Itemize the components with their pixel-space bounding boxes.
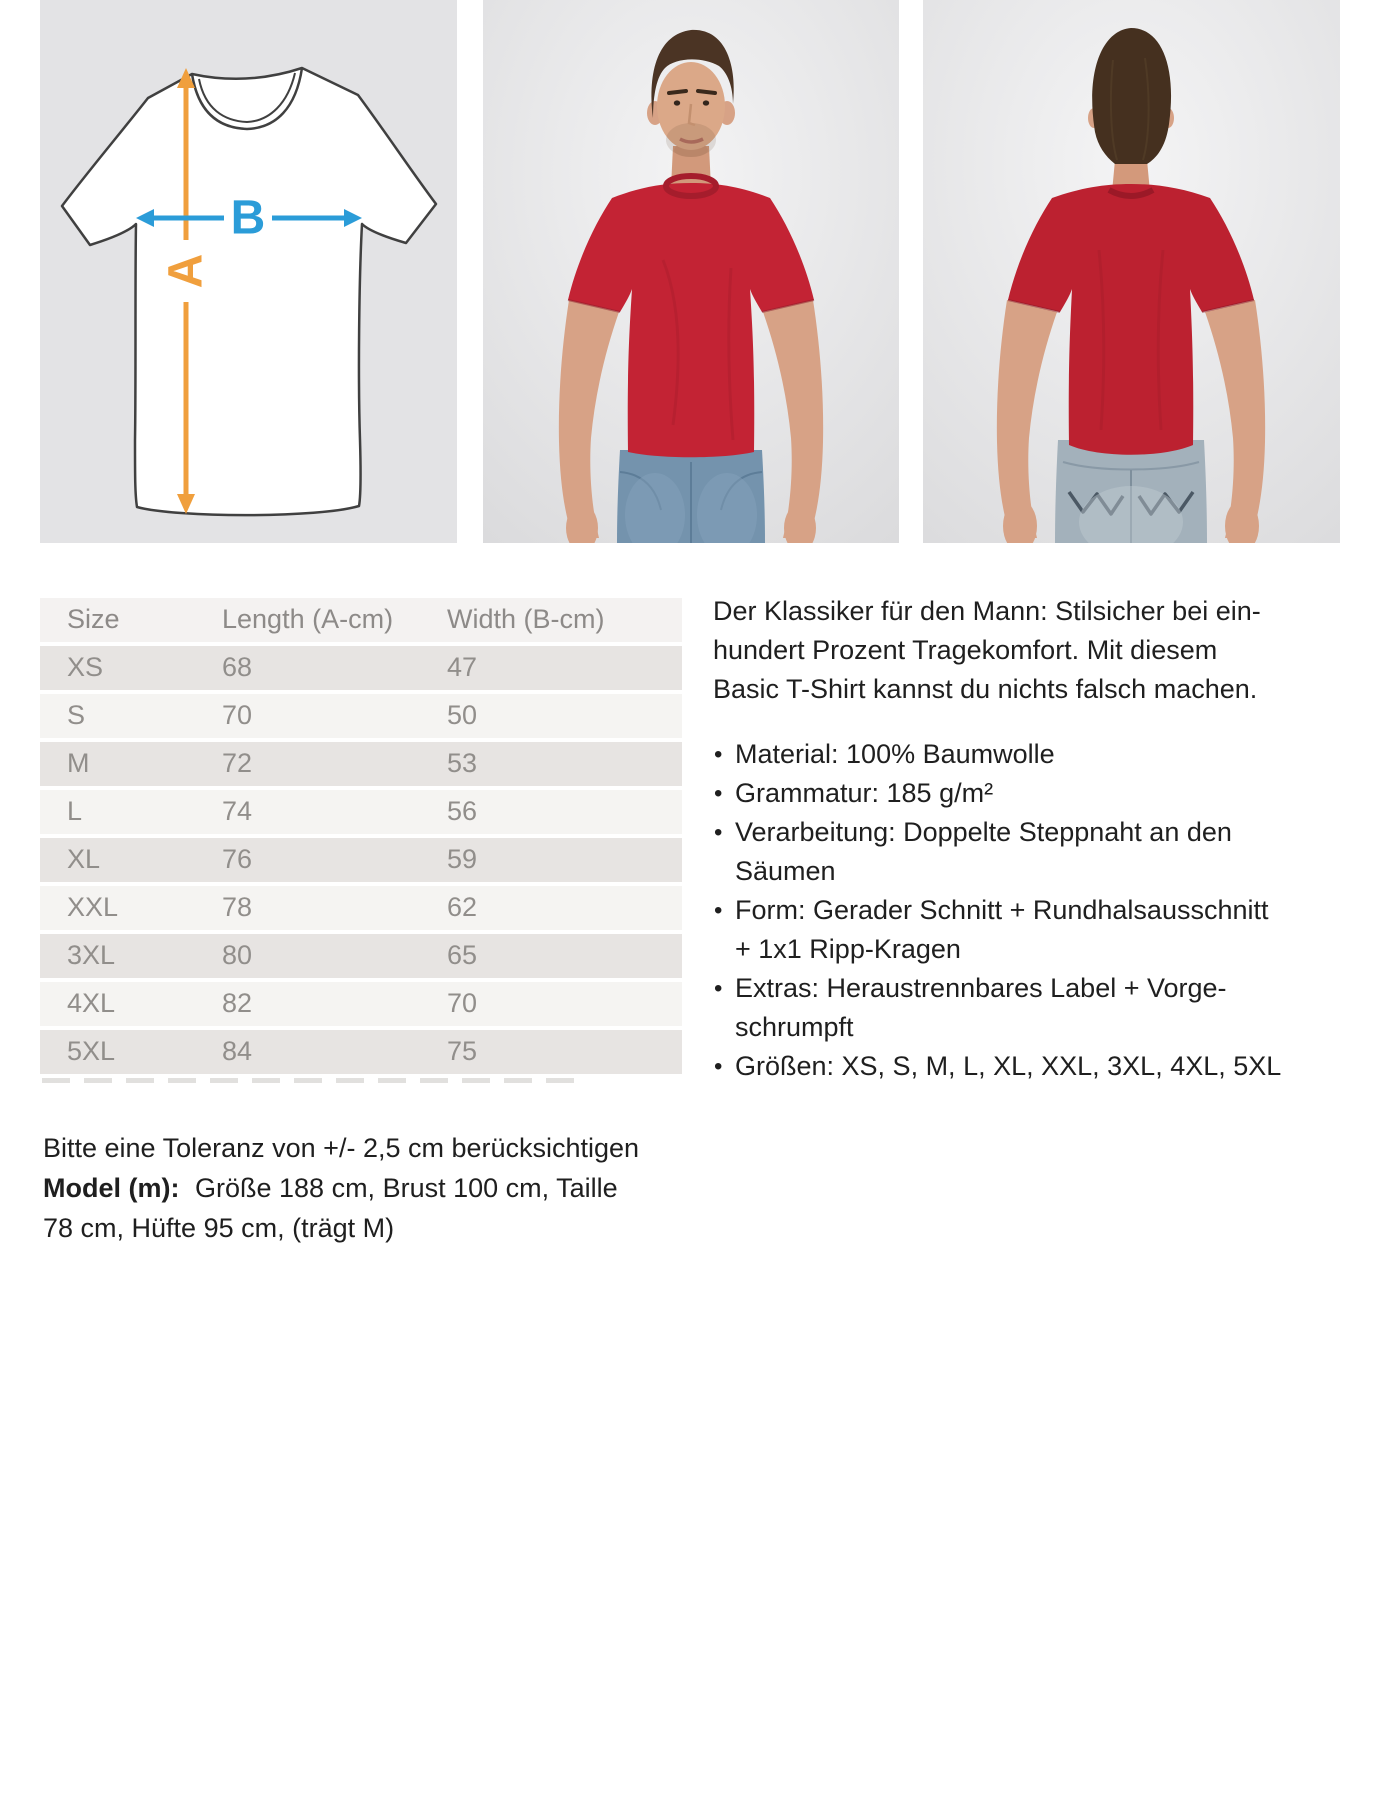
cell-width: 50 — [447, 699, 478, 730]
tolerance-and-model-note — [43, 1128, 639, 1248]
cell-length: 76 — [222, 843, 253, 874]
feature-grammatur: • Grammatur: 185 g/m² — [713, 774, 1281, 813]
model-front-illustration — [483, 0, 899, 543]
col-header-size: Size — [67, 603, 120, 634]
tshirt-measure-diagram — [40, 0, 457, 543]
cell-size: 4XL — [67, 987, 116, 1018]
cell-width: 70 — [447, 987, 478, 1018]
cell-width: 75 — [447, 1035, 478, 1066]
table-row — [40, 1030, 682, 1074]
model-info-line2: 78 cm, Hüfte 95 cm, (trägt M) — [43, 1213, 395, 1243]
size-diagram-image — [40, 0, 457, 543]
cropped-row-artifact — [42, 1078, 582, 1083]
table-row — [40, 934, 682, 978]
list-item — [713, 969, 1281, 1047]
tshirt-outline — [62, 68, 436, 515]
feature-extras-cont: schrumpft — [735, 1012, 854, 1042]
description-line: Der Klassiker für den Mann: Stilsicher bei ein- — [713, 596, 1261, 626]
cell-width: 47 — [447, 651, 478, 682]
feature-verarbeitung-cont: Säumen — [735, 856, 836, 886]
cell-size: S — [67, 699, 86, 730]
jeans-front — [617, 450, 765, 543]
table-row — [40, 886, 682, 930]
product-photo-front — [483, 0, 899, 543]
cell-length: 72 — [222, 747, 253, 778]
cell-size: 5XL — [67, 1035, 116, 1066]
description-line: hundert Prozent Tragekomfort. Mit diesem — [713, 635, 1218, 665]
cell-size: XS — [67, 651, 104, 682]
model-label: Model (m): — [43, 1173, 180, 1203]
cell-width: 53 — [447, 747, 478, 778]
cell-size: L — [67, 795, 83, 826]
table-header-row — [40, 598, 682, 642]
list-item — [713, 774, 1281, 813]
tolerance-note: Bitte eine Toleranz von +/- 2,5 cm berücksichtigen — [43, 1133, 640, 1163]
feature-form-cont: + 1x1 Ripp-Kragen — [735, 934, 961, 964]
feature-form: • Form: Gerader Schnitt + Rundhalsausschnitt — [713, 891, 1281, 930]
cell-length: 74 — [222, 795, 253, 826]
jeans-back — [1055, 440, 1207, 543]
table-row — [40, 646, 682, 690]
cell-width: 62 — [447, 891, 478, 922]
cell-length: 68 — [222, 651, 253, 682]
feature-material: • Material: 100% Baumwolle — [713, 735, 1281, 774]
table-row — [40, 838, 682, 882]
label-b: B — [230, 191, 266, 245]
cell-length: 78 — [222, 891, 253, 922]
product-description-intro — [713, 592, 1261, 709]
size-table — [40, 598, 682, 1078]
label-a: A — [159, 253, 213, 289]
list-item — [713, 735, 1281, 774]
table-row — [40, 742, 682, 786]
feature-verarbeitung: • Verarbeitung: Doppelte Steppnaht an den — [713, 813, 1281, 852]
col-header-width: Width (B-cm) — [447, 603, 605, 634]
cell-width: 56 — [447, 795, 478, 826]
cell-size: 3XL — [67, 939, 116, 970]
hair-back — [1092, 28, 1171, 164]
feature-groessen: • Größen: XS, S, M, L, XL, XXL, 3XL, 4XL, 5XL — [713, 1047, 1281, 1086]
cell-length: 82 — [222, 987, 253, 1018]
cell-length: 80 — [222, 939, 253, 970]
table-row — [40, 982, 682, 1026]
table-row — [40, 790, 682, 834]
product-feature-list — [713, 735, 1281, 1086]
cell-size: XL — [67, 843, 101, 874]
product-photo-back — [923, 0, 1340, 543]
cell-length: 70 — [222, 699, 253, 730]
cell-width: 65 — [447, 939, 478, 970]
cell-length: 84 — [222, 1035, 253, 1066]
cell-size: XXL — [67, 891, 119, 922]
list-item — [713, 891, 1281, 969]
cell-size: M — [67, 747, 90, 778]
list-item — [713, 1047, 1281, 1086]
table-row — [40, 694, 682, 738]
model-info-line1 — [43, 1168, 639, 1208]
cell-width: 59 — [447, 843, 478, 874]
model-back-illustration — [923, 0, 1340, 543]
model-measurements: Größe 188 cm, Brust 100 cm, Taille — [195, 1173, 618, 1203]
description-line: Basic T-Shirt kannst du nichts falsch machen. — [713, 674, 1258, 704]
col-header-length: Length (A-cm) — [222, 603, 394, 634]
feature-extras: • Extras: Heraustrennbares Label + Vorge- — [713, 969, 1281, 1008]
list-item — [713, 813, 1281, 891]
